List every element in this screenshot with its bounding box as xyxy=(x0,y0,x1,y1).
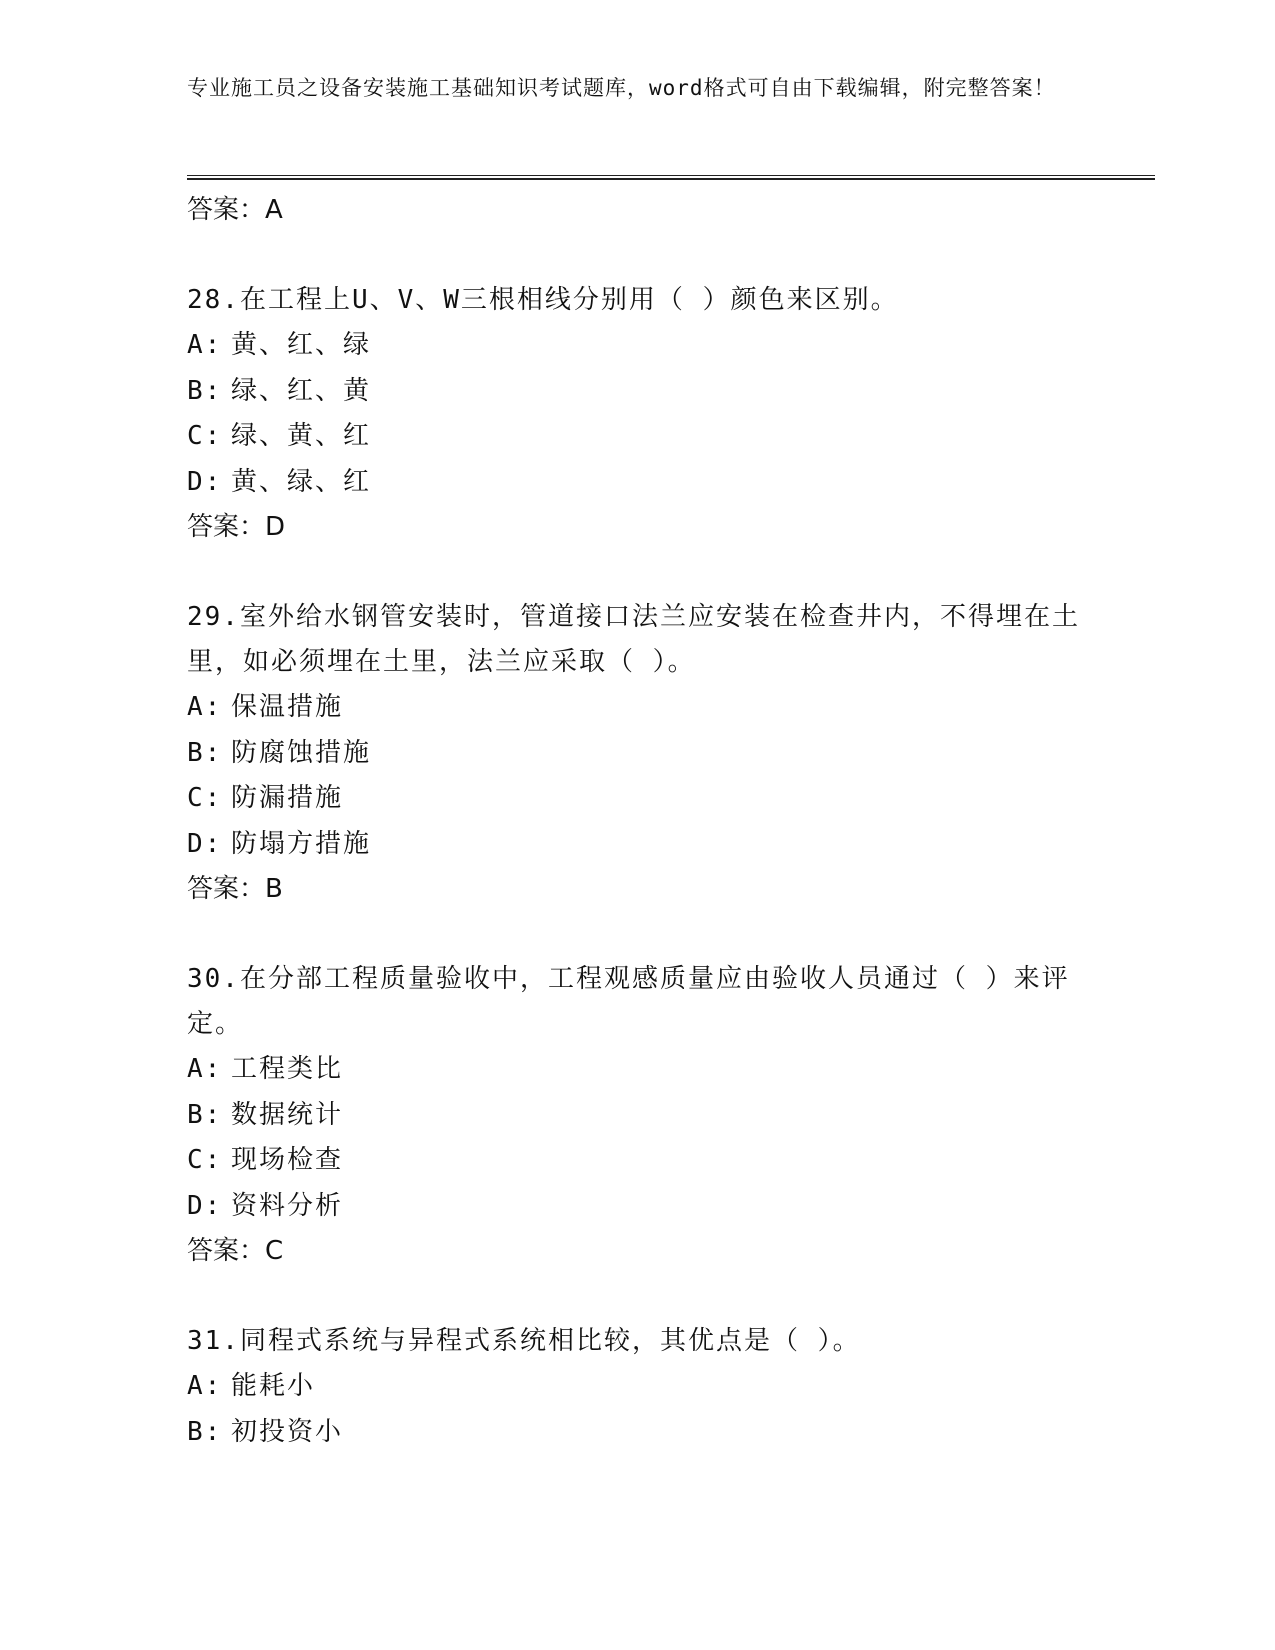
option-letter: A: xyxy=(187,330,223,360)
option-text: 保温措施 xyxy=(231,692,344,722)
option-text: 黄、绿、红 xyxy=(231,466,372,497)
question-stem: 29.室外给水钢管安装时，管道接口法兰应安装在检查井内，不得埋在土里，如必须埋在土里，法兰应采取（ ）。 xyxy=(187,602,1080,677)
option-letter: A: xyxy=(187,692,223,722)
question-stem: 28.在工程上U、V、W三根相线分别用（ ）颜色来区别。 xyxy=(187,285,899,315)
option-b xyxy=(187,1093,1087,1139)
option-letter: A: xyxy=(187,1371,223,1401)
spacer xyxy=(187,1274,1087,1319)
document-header: 专业施工员之设备安装施工基础知识考试题库，word格式可自由下载编辑，附完整答案！ xyxy=(187,76,1056,100)
option-b xyxy=(187,369,1087,415)
answer-line: 答案：B xyxy=(187,874,283,904)
option-text: 初投资小 xyxy=(231,1416,344,1447)
option-a xyxy=(187,1047,1087,1093)
spacer xyxy=(187,550,1087,595)
option-text: 现场检查 xyxy=(231,1145,344,1175)
question-block-30 xyxy=(187,957,1087,1274)
option-letter: C: xyxy=(187,1145,223,1175)
question-stem: 31.同程式系统与异程式系统相比较，其优点是（ ）。 xyxy=(187,1326,861,1356)
option-text: 防漏措施 xyxy=(231,783,344,813)
option-text: 绿、黄、红 xyxy=(231,421,372,451)
option-letter: D: xyxy=(187,828,223,859)
question-block-29 xyxy=(187,595,1087,912)
question-stem: 30.在分部工程质量验收中，工程观感质量应由验收人员通过（ ）来评定。 xyxy=(187,964,1070,1039)
header-rule-thin xyxy=(187,175,1155,176)
option-letter: A: xyxy=(187,1054,223,1084)
answer-line-27: 答案：A xyxy=(187,195,283,225)
option-text: 数据统计 xyxy=(231,1099,344,1130)
question-block-31 xyxy=(187,1319,1087,1455)
option-text: 工程类比 xyxy=(231,1054,344,1084)
answer-line: 答案：C xyxy=(187,1236,284,1266)
option-b xyxy=(187,731,1087,777)
header-rule-thick xyxy=(187,178,1155,180)
option-text: 绿、红、黄 xyxy=(231,375,372,406)
option-text: 能耗小 xyxy=(231,1371,316,1401)
option-letter: D: xyxy=(187,1190,223,1221)
option-letter: C: xyxy=(187,421,223,451)
option-c xyxy=(187,776,1087,822)
option-c xyxy=(187,414,1087,460)
option-a xyxy=(187,685,1087,731)
answer-line: 答案：D xyxy=(187,512,286,542)
option-c xyxy=(187,1138,1087,1184)
option-letter: B: xyxy=(187,1099,223,1130)
option-letter: D: xyxy=(187,466,223,497)
option-letter: B: xyxy=(187,737,223,768)
option-b xyxy=(187,1410,1087,1456)
option-letter: B: xyxy=(187,1416,223,1447)
spacer xyxy=(187,233,1087,278)
option-text: 防塌方措施 xyxy=(231,828,372,859)
question-block-28 xyxy=(187,278,1087,550)
option-text: 资料分析 xyxy=(231,1190,344,1221)
option-letter: C: xyxy=(187,783,223,813)
option-d xyxy=(187,460,1087,506)
spacer xyxy=(187,912,1087,957)
question-list xyxy=(187,188,1087,1455)
option-a xyxy=(187,1364,1087,1410)
option-text: 黄、红、绿 xyxy=(231,330,372,360)
option-d xyxy=(187,822,1087,868)
option-letter: B: xyxy=(187,375,223,406)
option-text: 防腐蚀措施 xyxy=(231,737,372,768)
option-a xyxy=(187,323,1087,369)
option-d xyxy=(187,1184,1087,1230)
